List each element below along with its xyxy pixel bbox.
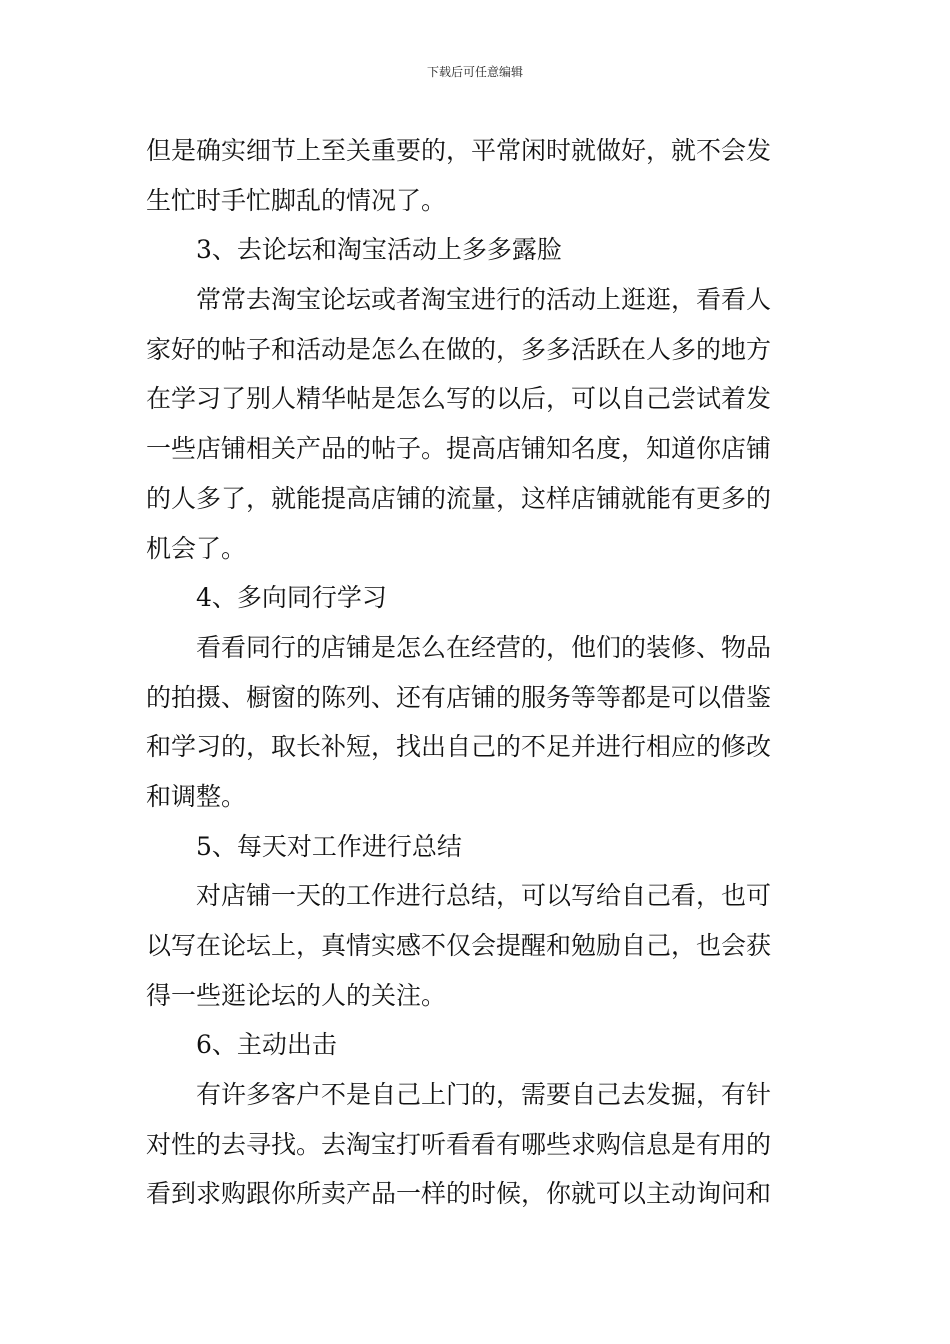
text-line: 常常去淘宝论坛或者淘宝进行的活动上逛逛，看看人 <box>196 285 772 315</box>
text-line: 机会了。 <box>146 533 247 563</box>
text-line: 看到求购跟你所卖产品一样的时候，你就可以主动询问和 <box>146 1179 772 1209</box>
text-line: 对性的去寻找。去淘宝打听看看有哪些求购信息是有用的 <box>146 1129 772 1159</box>
text-line: 得一些逛论坛的人的关注。 <box>146 980 447 1010</box>
text-line: 的人多了，就能提高店铺的流量，这样店铺就能有更多的 <box>146 483 772 513</box>
text-line: 的拍摄、橱窗的陈列、还有店铺的服务等等都是可以借鉴 <box>146 682 772 712</box>
text-line: 在学习了别人精华帖是怎么写的以后，可以自己尝试着发 <box>146 384 772 414</box>
section-heading-6: 6、主动出击 <box>196 1030 337 1060</box>
text-line: 对店铺一天的工作进行总结，可以写给自己看，也可 <box>196 881 772 911</box>
text-line: 但是确实细节上至关重要的，平常闲时就做好，就不会发 <box>146 136 772 165</box>
text-line: 有许多客户不是自己上门的，需要自己去发掘，有针 <box>196 1080 772 1110</box>
text-line: 家好的帖子和活动是怎么在做的，多多活跃在人多的地方 <box>146 334 772 364</box>
section-heading-5: 5、每天对工作进行总结 <box>196 831 462 861</box>
header-note: 下载后可任意编辑 <box>426 65 523 79</box>
text-line: 和学习的，取长补短，找出自己的不足并进行相应的修改 <box>146 732 772 762</box>
text-line: 和调整。 <box>146 781 247 811</box>
text-line: 以写在论坛上，真情实感不仅会提醒和勉励自己，也会获 <box>146 931 772 960</box>
page-body <box>146 126 806 1219</box>
section-heading-4: 4、多向同行学习 <box>196 583 387 613</box>
text-line: 生忙时手忙脚乱的情况了。 <box>146 185 447 215</box>
section-heading-3: 3、去论坛和淘宝活动上多多露脸 <box>196 235 562 265</box>
text-line: 一些店铺相关产品的帖子。提高店铺知名度，知道你店铺 <box>146 434 772 464</box>
text-line: 看看同行的店铺是怎么在经营的，他们的装修、物品 <box>196 632 772 662</box>
